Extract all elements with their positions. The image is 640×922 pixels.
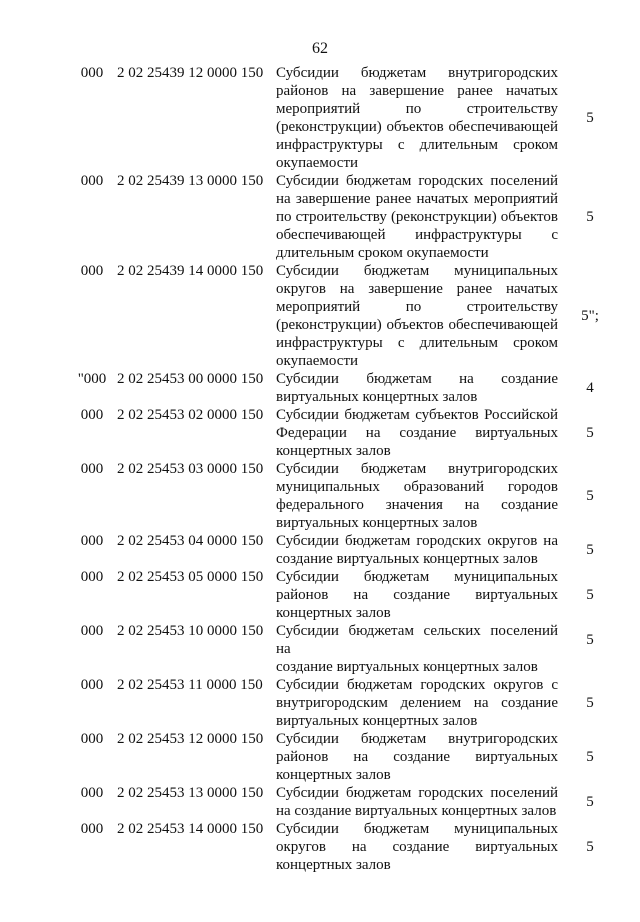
admin-code: 000 [80, 65, 104, 81]
description-line: Субсидии бюджетам городских поселений [276, 173, 558, 189]
revenue-description [276, 676, 558, 730]
budget-classification-code: 2 02 25453 10 0000 150 [117, 623, 264, 639]
description-line: округов на завершение ранее начатых [276, 281, 558, 297]
description-line: по строительству (реконструкции) объектов [276, 209, 558, 225]
revenue-description [276, 730, 558, 784]
normative-value: 5 [586, 425, 594, 441]
table-row [0, 172, 640, 262]
description-line: Субсидии бюджетам городских округов с [276, 677, 558, 693]
budget-classification-code: 2 02 25453 13 0000 150 [117, 785, 264, 801]
budget-classification-code: 2 02 25453 03 0000 150 [117, 461, 264, 477]
admin-code: 000 [80, 785, 104, 801]
normative-value: 5 [586, 794, 594, 810]
description-line: Субсидии бюджетам муниципальных [276, 569, 558, 585]
normative-value: 5 [586, 839, 594, 855]
normative-value: 5 [586, 209, 594, 225]
budget-classification-code: 2 02 25439 12 0000 150 [117, 65, 264, 81]
admin-code: 000 [80, 731, 104, 747]
revenue-description [276, 64, 558, 172]
budget-code-table [0, 64, 640, 874]
description-line: инфраструктуры с длительным сроком [276, 137, 558, 153]
description-line: округов на создание виртуальных [276, 839, 558, 855]
description-line: виртуальных концертных залов [276, 713, 478, 729]
description-line: Субсидии бюджетам муниципальных [276, 263, 558, 279]
budget-classification-code: 2 02 25453 12 0000 150 [117, 731, 264, 747]
table-row [0, 64, 640, 172]
table-row [0, 460, 640, 532]
description-line: Субсидии бюджетам городских поселений [276, 785, 558, 801]
normative-value: 5 [586, 542, 594, 558]
budget-classification-code: 2 02 25453 14 0000 150 [117, 821, 264, 837]
admin-code: "000 [77, 371, 107, 387]
description-line: длительным сроком окупаемости [276, 245, 489, 261]
description-line: концертных залов [276, 443, 391, 459]
admin-code: 000 [80, 407, 104, 423]
description-line: внутригородским делением на создание [276, 695, 558, 711]
revenue-description [276, 820, 558, 874]
description-line: Субсидии бюджетам внутригородских [276, 461, 558, 477]
table-row [0, 532, 640, 568]
budget-classification-code: 2 02 25439 13 0000 150 [117, 173, 264, 189]
revenue-description [276, 172, 558, 262]
page-number: 62 [312, 40, 328, 57]
admin-code: 000 [80, 173, 104, 189]
description-line: концертных залов [276, 857, 391, 873]
description-line: создание виртуальных концертных залов [276, 551, 538, 567]
budget-classification-code: 2 02 25439 14 0000 150 [117, 263, 264, 279]
budget-classification-code: 2 02 25453 02 0000 150 [117, 407, 264, 423]
revenue-description [276, 370, 558, 406]
description-line: на создание виртуальных концертных залов [276, 803, 557, 819]
description-line: Субсидии бюджетам субъектов Российской [276, 407, 558, 423]
table-row [0, 262, 640, 370]
table-row [0, 568, 640, 622]
description-line: Субсидии бюджетам городских округов на [276, 533, 558, 549]
description-line: виртуальных концертных залов [276, 389, 478, 405]
normative-value: 5 [586, 110, 594, 126]
admin-code: 000 [80, 461, 104, 477]
description-line: обеспечивающей инфраструктуры с [276, 227, 558, 243]
description-line: окупаемости [276, 155, 359, 171]
admin-code: 000 [80, 533, 104, 549]
normative-value: 5 [586, 488, 594, 504]
budget-classification-code: 2 02 25453 00 0000 150 [117, 371, 264, 387]
description-line: (реконструкции) объектов обеспечивающей [276, 119, 558, 135]
description-line: Субсидии бюджетам сельских поселений на [276, 623, 558, 657]
table-row [0, 370, 640, 406]
normative-value: 5 [586, 695, 594, 711]
revenue-description [276, 568, 558, 622]
description-line: Федерации на создание виртуальных [276, 425, 558, 441]
description-line: муниципальных образований городов [276, 479, 558, 495]
normative-value: 5 [586, 749, 594, 765]
budget-classification-code: 2 02 25453 04 0000 150 [117, 533, 264, 549]
description-line: мероприятий по строительству [276, 101, 558, 117]
admin-code: 000 [80, 821, 104, 837]
budget-classification-code: 2 02 25453 05 0000 150 [117, 569, 264, 585]
revenue-description [276, 406, 558, 460]
description-line: Субсидии бюджетам муниципальных [276, 821, 558, 837]
revenue-description [276, 262, 558, 370]
admin-code: 000 [80, 569, 104, 585]
revenue-description [276, 784, 558, 820]
description-line: Субсидии бюджетам внутригородских [276, 65, 558, 81]
description-line: районов на завершение ранее начатых [276, 83, 558, 99]
admin-code: 000 [80, 623, 104, 639]
description-line: федерального значения на создание [276, 497, 558, 513]
description-line: концертных залов [276, 605, 391, 621]
table-row [0, 820, 640, 874]
admin-code: 000 [80, 677, 104, 693]
admin-code: 000 [80, 263, 104, 279]
table-row [0, 676, 640, 730]
description-line: (реконструкции) объектов обеспечивающей [276, 317, 558, 333]
normative-value: 4 [586, 380, 594, 396]
description-line: виртуальных концертных залов [276, 515, 478, 531]
description-line: на завершение ранее начатых мероприятий [276, 191, 558, 207]
description-line: создание виртуальных концертных залов [276, 659, 538, 675]
revenue-description [276, 622, 558, 676]
revenue-description [276, 532, 558, 568]
description-line: районов на создание виртуальных [276, 749, 558, 765]
normative-value: 5 [586, 587, 594, 603]
description-line: Субсидии бюджетам внутригородских [276, 731, 558, 747]
normative-value: 5 [586, 632, 594, 648]
table-row [0, 622, 640, 676]
description-line: мероприятий по строительству [276, 299, 558, 315]
normative-value: 5"; [581, 308, 599, 324]
budget-classification-code: 2 02 25453 11 0000 150 [117, 677, 263, 693]
description-line: инфраструктуры с длительным сроком [276, 335, 558, 351]
table-row [0, 784, 640, 820]
description-line: Субсидии бюджетам на создание [276, 371, 558, 387]
description-line: концертных залов [276, 767, 391, 783]
description-line: районов на создание виртуальных [276, 587, 558, 603]
table-row [0, 406, 640, 460]
revenue-description [276, 460, 558, 532]
table-row [0, 730, 640, 784]
description-line: окупаемости [276, 353, 359, 369]
